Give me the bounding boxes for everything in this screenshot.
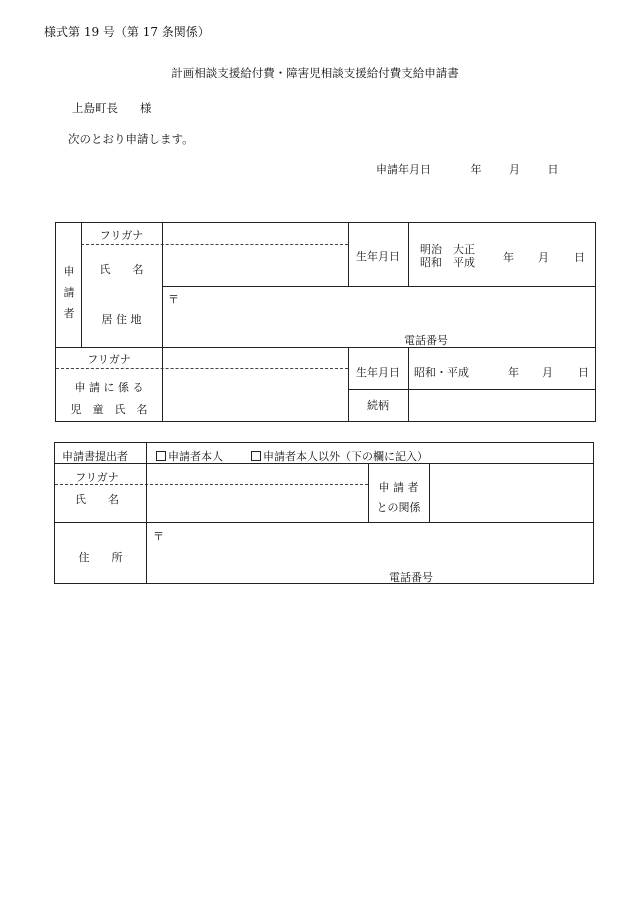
intro-text: 次のとおり申請します。	[68, 132, 194, 146]
submitter-phone-label: 電話番号	[389, 571, 433, 584]
child-birth-year[interactable]: 年	[508, 366, 519, 379]
addressee-honorific: 様	[140, 101, 152, 115]
submitter-self-option[interactable]	[156, 448, 223, 464]
child-birth-month[interactable]: 月	[542, 366, 553, 379]
relationship-label: 続柄	[367, 399, 389, 412]
applicant-address-label: 居 住 地	[101, 313, 142, 326]
applicant-phone-label: 電話番号	[404, 334, 448, 347]
other-option-label: 申請者本人以外（下の欄に記入）	[263, 450, 428, 463]
relation-field[interactable]	[430, 464, 592, 521]
applicant-postal-mark: 〒	[168, 293, 179, 306]
application-date-day[interactable]: 日	[547, 163, 559, 176]
child-era: 昭和・平成	[414, 366, 469, 379]
applicant-era-bottom: 昭和 平成	[420, 256, 475, 269]
application-date-month[interactable]: 月	[509, 163, 520, 176]
other-checkbox[interactable]	[251, 451, 261, 461]
applicant-era-top: 明治 大正	[420, 243, 475, 256]
submitter-table	[54, 442, 594, 584]
addressee-name: 上島町長	[72, 101, 118, 115]
applicant-birth-day[interactable]: 日	[574, 251, 585, 264]
child-name-label-2: 児 童 氏 名	[70, 403, 148, 416]
applicant-furigana-label: フリガナ	[99, 229, 144, 242]
submitter-other-option[interactable]	[251, 448, 428, 464]
applicant-birth-year[interactable]: 年	[503, 251, 514, 264]
submitter-address-label: 住 所	[78, 551, 123, 564]
applicant-name-field[interactable]	[163, 247, 347, 285]
application-date	[376, 161, 559, 177]
submitter-name-field[interactable]	[147, 486, 367, 521]
applicant-birthdate-label: 生年月日	[356, 250, 400, 263]
application-date-label: 申請年月日	[376, 163, 431, 176]
form-number: 様式第 19 号（第 17 条関係）	[44, 25, 210, 39]
applicant-label-char: 者	[63, 307, 75, 320]
applicant-table	[55, 222, 596, 422]
relation-label-1: 申 請 者	[378, 481, 419, 494]
applicant-furigana-field[interactable]	[163, 227, 347, 243]
document-title: 計画相談支援給付費・障害児相談支援給付費支給申請書	[171, 66, 459, 80]
submitter-name-label: 氏 名	[75, 493, 119, 506]
child-furigana-field[interactable]	[163, 349, 347, 367]
child-name-label-1: 申 請 に 係 る	[74, 381, 144, 394]
self-checkbox[interactable]	[156, 451, 166, 461]
child-name-field[interactable]	[163, 370, 347, 420]
applicant-birth-month[interactable]: 月	[538, 251, 549, 264]
relationship-field[interactable]	[409, 390, 595, 421]
submitter-label: 申請書提出者	[62, 450, 128, 463]
submitter-furigana-field[interactable]	[147, 465, 367, 483]
relation-label-2: との関係	[376, 501, 421, 514]
addressee	[72, 100, 152, 116]
self-option-label: 申請者本人	[168, 450, 223, 463]
submitter-postal-mark: 〒	[153, 530, 164, 543]
child-birthdate-label: 生年月日	[356, 366, 400, 379]
child-birth-day[interactable]: 日	[578, 366, 589, 379]
applicant-label-char: 請	[63, 286, 75, 299]
application-date-year[interactable]: 年	[470, 163, 482, 176]
applicant-name-label: 氏 名	[99, 263, 144, 276]
submitter-furigana-label: フリガナ	[75, 471, 119, 484]
child-furigana-label: フリガナ	[87, 353, 131, 366]
applicant-label-char: 申	[63, 265, 75, 278]
applicant-section-label	[62, 261, 76, 324]
